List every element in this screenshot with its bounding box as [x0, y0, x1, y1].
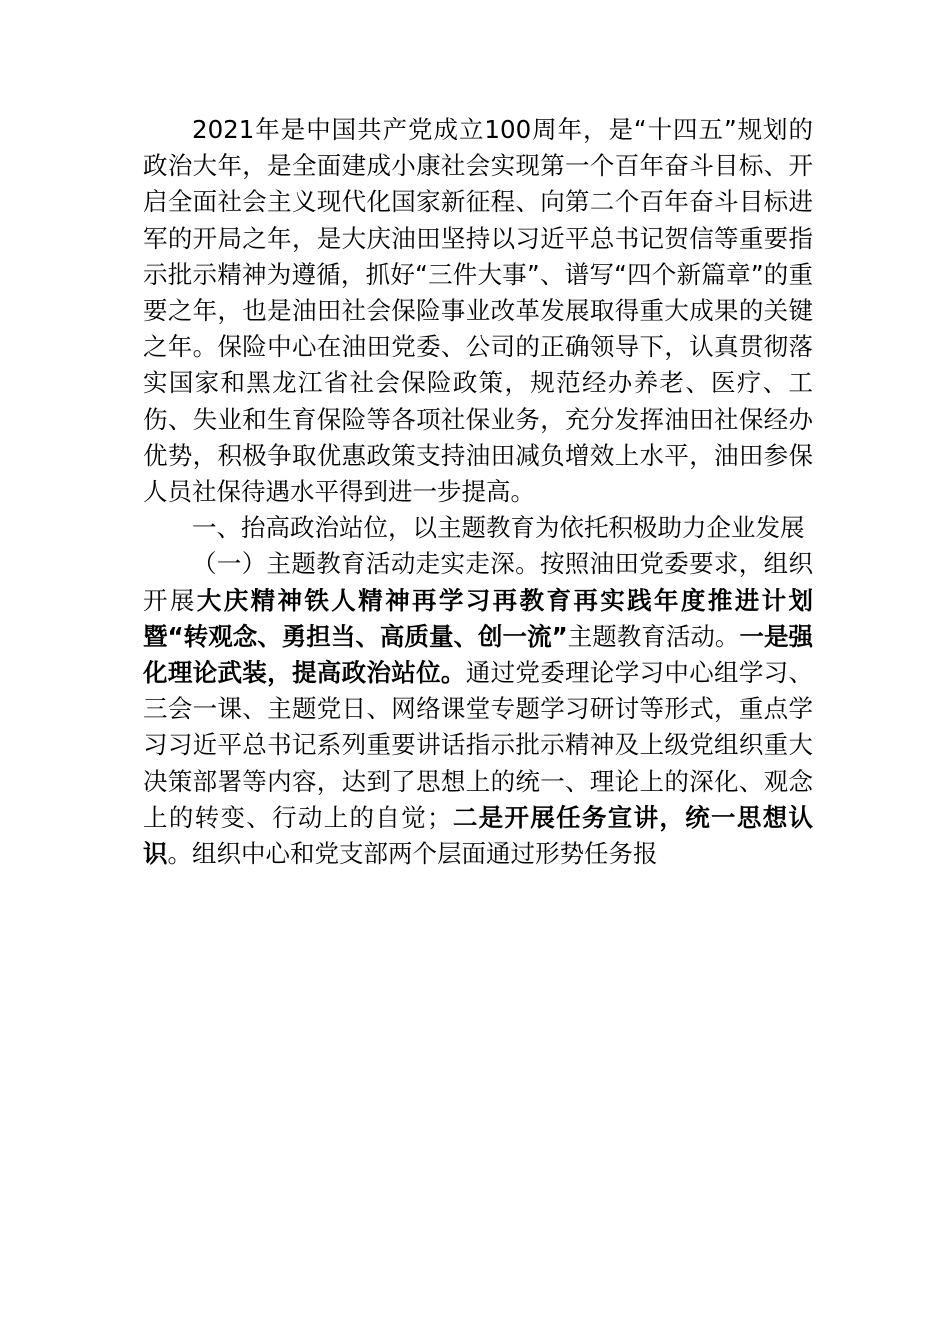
section-1-1-lead: （一）主题教育活动走实走深。按照油田党委要求，组织开展: [143, 549, 813, 615]
section-1-1-point-two-body: 。组织中心和党支部两个层面通过形势任务报: [167, 839, 658, 869]
section-heading-1-text: 一、抬高政治站位，以主题教育为依托积极助力企业发展: [192, 513, 805, 543]
section-heading-1: [143, 510, 813, 546]
section-1-1-point-two: 二是开展任务宣讲，统一思想认识: [143, 802, 814, 869]
document-body: [143, 112, 813, 872]
section-1-1-point-one: 一是强化理论武装，提高政治站位。: [143, 621, 814, 688]
intro-text: 2021年是中国共产党成立100周年，是“十四五”规划的政治大年，是全面建成小康社会实现第一个百年奋斗目标、开启全面社会主义现代化国家新征程、向第二个百年奋斗目标进军的开局之年，是大庆油田坚持以习近平总书记贺信等重要指示批示精神为遵循，抓好“三件大事”、谱写“四个新篇章”的重要之年，也是油田社会保险事业改革发展取得重大成果的关键之年。保险中心在油田党委、公司的正确领导下，认真贯彻落实国家和黑龙江省社会保险政策，规范经办养老、医疗、工伤、失业和生育保险等各项社保业务，充分发挥油田社保经办优势，积极争取优惠政策支持油田减负增效上水平，油田参保人员社保待遇水平得到进一步提高。: [143, 115, 813, 507]
section-1-1-activity-suffix: 主题教育活动。: [567, 621, 740, 651]
section-1-1-paragraph: [143, 546, 813, 872]
intro-paragraph: [143, 112, 813, 510]
section-1-1-activity-title: 大庆精神铁人精神再学习再教育再实践年度推进计划暨“转观念、勇担当、高质量、创一流”: [143, 585, 814, 651]
section-1-1-point-one-body: 通过党委理论学习中心组学习、三会一课、主题党日、网络课堂专题学习研讨等形式，重点学习习近平总书记系列重要讲话指示批示精神及上级党组织重大决策部署等内容，达到了思想上的统一、理论上的深化、观念上的转变、行动上的自觉；: [143, 658, 813, 832]
